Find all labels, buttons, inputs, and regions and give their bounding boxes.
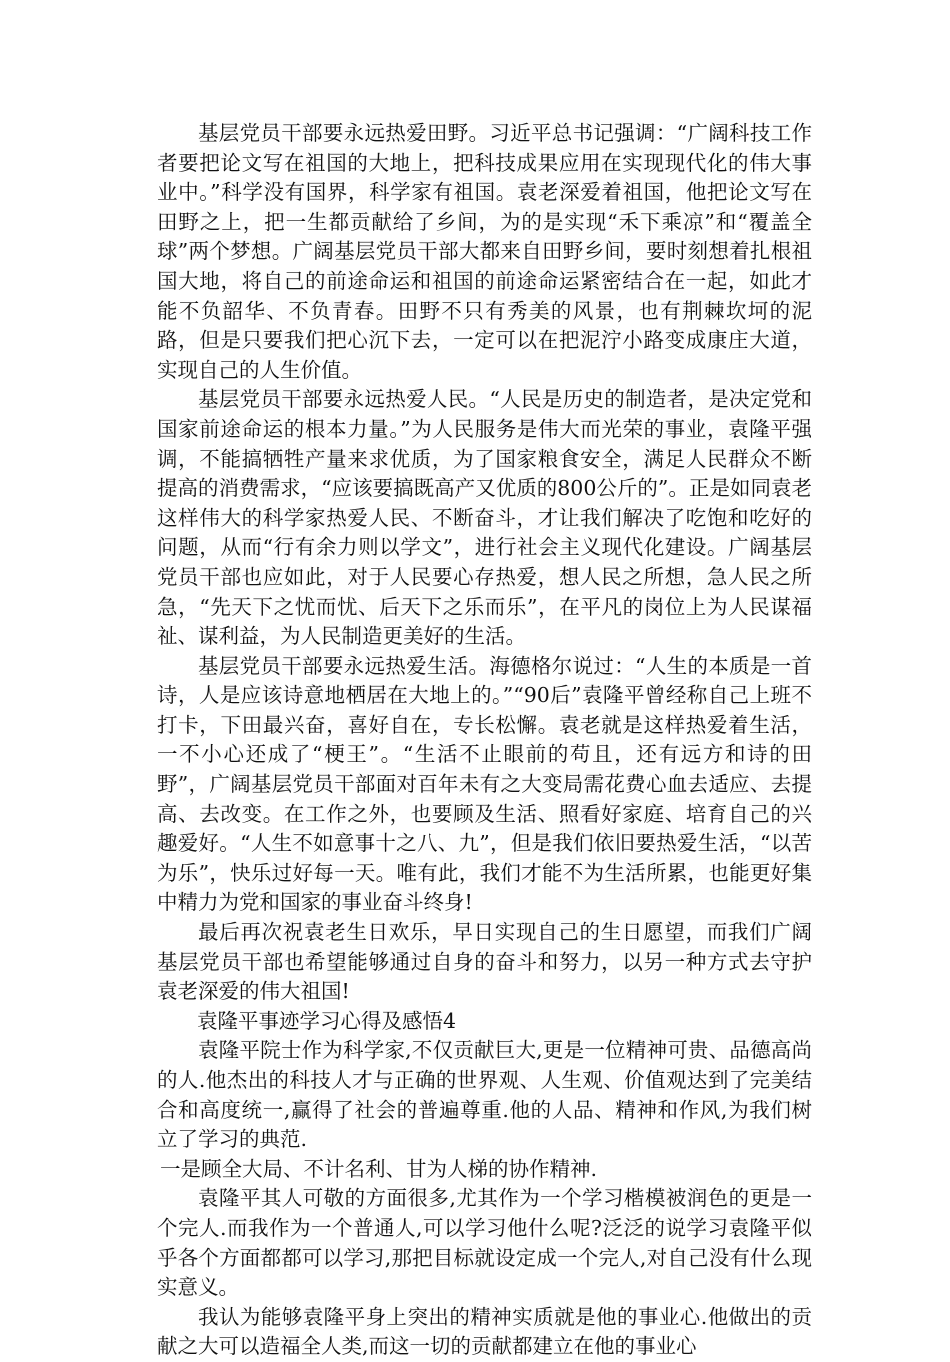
paragraph-dedication: 我认为能够袁隆平身上突出的精神实质就是他的事业心.他做出的贡献之大可以造福全人类,而这一切的贡献都建立在他的事业心 (157, 1304, 812, 1359)
document-page (157, 119, 812, 1362)
paragraph-closing-wishes: 最后再次祝袁老生日欢乐，早日实现自己的生日愿望，而我们广阔基层党员干部也希望能够通过自身的奋斗和努力，以另一种方式去守护袁老深爱的伟大祖国! (157, 920, 812, 1004)
point-heading: 一是顾全大局、不计名利、甘为人梯的协作精神. (160, 1156, 598, 1181)
paragraph-introduction: 袁隆平院士作为科学家,不仅贡献巨大,更是一位精神可贵、品德高尚的人.他杰出的科技人才与正确的世界观、人生观、价值观达到了完美结合和高度统一,赢得了社会的普遍尊重.他的人品、精神和作风,为我们树立了学习的典范. (157, 1038, 812, 1152)
paragraph-role-model: 袁隆平其人可敬的方面很多,尤其作为一个学习楷模被润色的更是一个完人.而我作为一个普通人,可以学习他什么呢?泛泛的说学习袁隆平似乎各个方面都都可以学习,那把目标就设定成一个完人,对自己没有什么现实意义。 (157, 1186, 812, 1300)
paragraph-love-life: 基层党员干部要永远热爱生活。海德格尔说过：“人生的本质是一首诗，人是应该诗意地栖居在大地上的。”“90后”袁隆平曾经称自己上班不打卡，下田最兴奋，喜好自在，专长松懈。袁老就是这样热爱着生活，一不小心还成了“梗王”。“生活不止眼前的苟且，还有远方和诗的田野”，广阔基层党员干部面对百年未有之大变局需花费心血去适应、去提高、去改变。在工作之外，也要顾及生活、照看好家庭、培育自己的兴趣爱好。“人生不如意事十之八、九”，但是我们依旧要热爱生活，“以苦为乐”，快乐过好每一天。唯有此，我们才能不为生活所累，也能更好集中精力为党和国家的事业奋斗终身! (157, 653, 812, 915)
section-heading: 袁隆平事迹学习心得及感悟4 (197, 1008, 457, 1033)
paragraph-love-fields: 基层党员干部要永远热爱田野。习近平总书记强调：“广阔科技工作者要把论文写在祖国的大地上，把科技成果应用在实现现代化的伟大事业中。”科学没有国界，科学家有祖国。袁老深爱着祖国，他把论文写在田野之上，把一生都贡献给了乡间，为的是实现“禾下乘凉”和“覆盖全球”两个梦想。广阔基层党员干部大都来自田野乡间，要时刻想着扎根祖国大地，将自己的前途命运和祖国的前途命运紧密结合在一起，如此才能不负韶华、不负青春。田野不只有秀美的风景，也有荆棘坎坷的泥路，但是只要我们把心沉下去，一定可以在把泥泞小路变成康庄大道，实现自己的人生价值。 (157, 121, 812, 382)
paragraph-love-people: 基层党员干部要永远热爱人民。“人民是历史的制造者，是决定党和国家前途命运的根本力量。”为人民服务是伟大而光荣的事业，袁隆平强调，不能搞牺牲产量来求优质，为了国家粮食安全，满足人民群众不断提高的消费需求，“应该要搞既高产又优质的800公斤的”。正是如同袁老这样伟大的科学家热爱人民、不断奋斗，才让我们解决了吃饱和吃好的问题，从而“行有余力则以学文”，进行社会主义现代化建设。广阔基层党员干部也应如此，对于人民要心存热爱，想人民之所想，急人民之所急，“先天下之忧而忧、后天下之乐而乐”，在平凡的岗位上为人民谋福祉、谋利益，为人民制造更美好的生活。 (157, 387, 812, 649)
